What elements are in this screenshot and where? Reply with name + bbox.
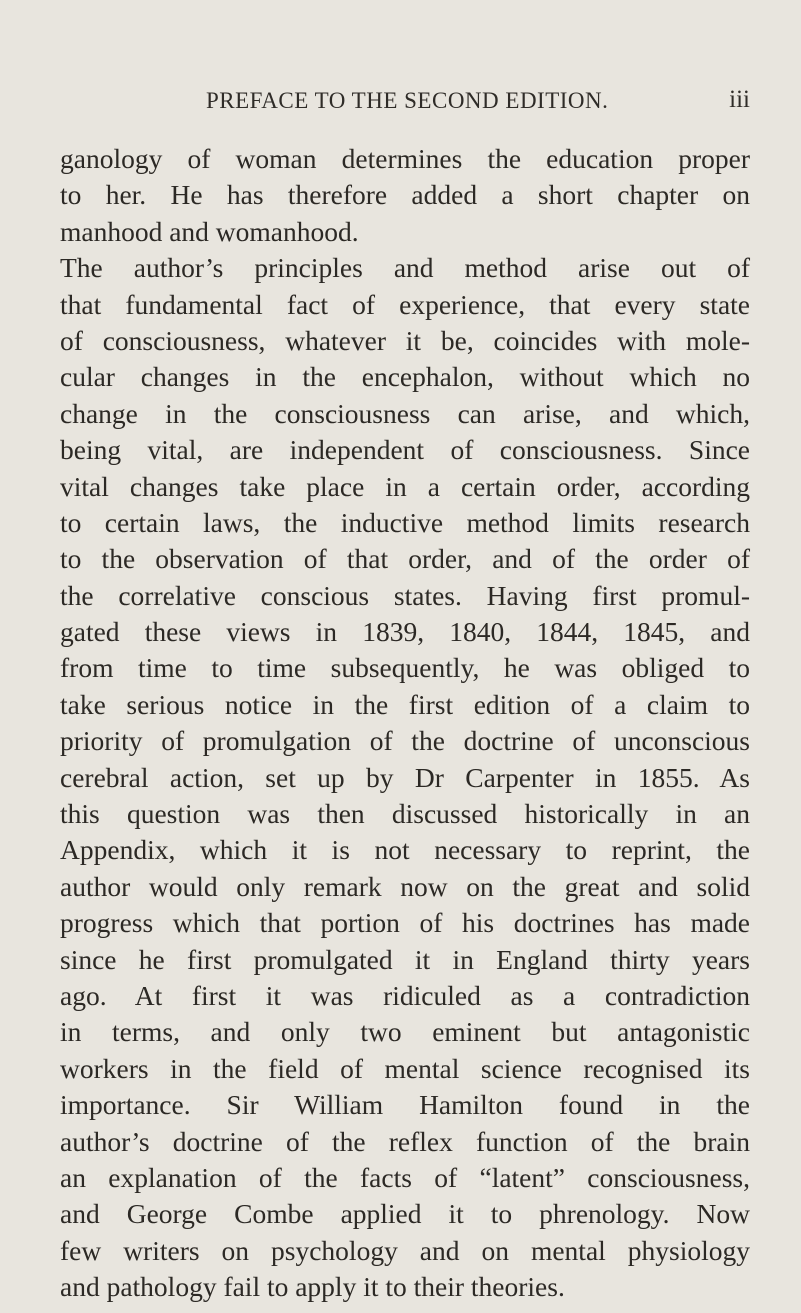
text-line: take serious notice in the first edition of a claim to xyxy=(60,688,750,720)
text-line: priority of promulgation of the doctrine of unconscious xyxy=(60,725,750,757)
text-line: from time to time subsequently, he was obliged to xyxy=(60,652,750,684)
page-number: iii xyxy=(729,86,750,113)
text-line: author would only remark now on the great and solid xyxy=(60,870,750,902)
text-line: ganology of woman determines the education proper xyxy=(60,143,750,174)
text-line: being vital, are independent of consciousness. Since xyxy=(60,434,750,466)
text-line: that fundamental fact of experience, that every state xyxy=(60,288,750,320)
text-line: this question was then discussed historically in an xyxy=(60,798,750,830)
text-line: manhood and womanhood. xyxy=(60,215,359,247)
text-line: and George Combe applied it to phrenology. Now xyxy=(60,1198,750,1230)
text-line: workers in the field of mental science recognised its xyxy=(60,1052,750,1084)
text-line: Appendix, which it is not necessary to reprint, the xyxy=(60,834,750,866)
text-line: since he first promulgated it in England thirty years xyxy=(60,943,750,975)
text-line: few writers on psychology and on mental physiology xyxy=(60,1234,750,1266)
text-line: author’s doctrine of the reflex function of the brain xyxy=(60,1125,750,1157)
text-line: importance. Sir William Hamilton found in the xyxy=(60,1089,750,1121)
text-line: to certain laws, the inductive method limits research xyxy=(60,506,750,538)
text-line: progress which that portion of his doctrines has made xyxy=(60,907,750,939)
text-line: cerebral action, set up by Dr Carpenter in 1855. As xyxy=(60,761,750,793)
text-line: an explanation of the facts of “latent” consciousness, xyxy=(60,1161,750,1193)
text-line: to her. He has therefore added a short chapter on xyxy=(60,179,750,211)
text-line: in terms, and only two eminent but antagonistic xyxy=(60,1016,750,1048)
text-line: vital changes take place in a certain order, according xyxy=(60,470,750,502)
text-line: cular changes in the encephalon, without which no xyxy=(60,361,750,393)
text-line: of consciousness, whatever it be, coincides with mole- xyxy=(60,324,750,356)
text-line: and pathology fail to apply it to their theories. xyxy=(60,1271,565,1303)
text-line: The author’s principles and method arise out of xyxy=(60,252,750,284)
text-line: the correlative conscious states. Having first promul- xyxy=(60,579,750,611)
text-line: gated these views in 1839, 1840, 1844, 1845, and xyxy=(60,616,750,648)
running-head xyxy=(90,82,750,122)
text-line: to the observation of that order, and of the order of xyxy=(60,543,750,575)
body-text xyxy=(60,141,750,1306)
running-title: PREFACE TO THE SECOND EDITION. xyxy=(206,88,609,113)
text-line: ago. At first it was ridiculed as a contradiction xyxy=(60,979,750,1011)
text-line: change in the consciousness can arise, and which, xyxy=(60,397,750,429)
